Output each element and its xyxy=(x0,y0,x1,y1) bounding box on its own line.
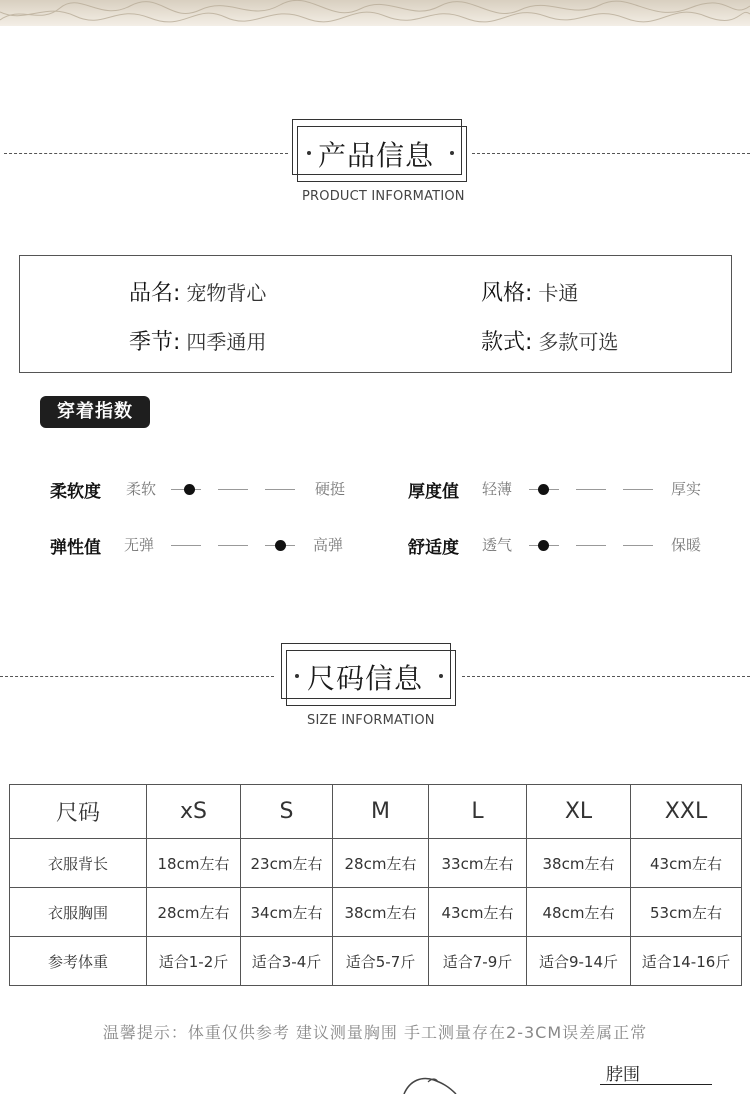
wear-index-badge: 穿着指数 xyxy=(40,396,150,428)
table-cell: 53cm左右 xyxy=(631,888,742,937)
scale-segment xyxy=(171,545,201,546)
index-label: 柔软度 xyxy=(50,482,101,502)
table-cell: 18cm左右 xyxy=(147,839,241,888)
index-high-label: 硬挺 xyxy=(315,480,346,498)
table-cell: 48cm左右 xyxy=(527,888,631,937)
scale-segment xyxy=(576,489,606,490)
info-style-value: 卡通 xyxy=(538,281,579,305)
index-low-label: 柔软 xyxy=(126,480,157,498)
info-style xyxy=(481,276,578,307)
neck-measure-line xyxy=(600,1084,712,1085)
table-cell: 适合1-2斤 xyxy=(147,937,241,986)
info-type-key: 款式: xyxy=(481,330,533,355)
table-cell: 34cm左右 xyxy=(241,888,333,937)
wear-index-thickness xyxy=(408,477,718,501)
table-row xyxy=(10,888,742,937)
scale-segment xyxy=(218,489,248,490)
divider-right xyxy=(462,676,750,677)
header-cell: 尺码 xyxy=(10,785,147,839)
info-name-key: 品名: xyxy=(129,281,181,306)
table-cell: 适合5-7斤 xyxy=(333,937,429,986)
header-cell: XL xyxy=(527,785,631,839)
index-label: 舒适度 xyxy=(408,538,459,558)
table-row xyxy=(10,839,742,888)
header-cell: M xyxy=(333,785,429,839)
row-header-cell: 参考体重 xyxy=(10,937,147,986)
header-cell: L xyxy=(429,785,527,839)
scale-marker xyxy=(538,540,549,551)
info-season-key: 季节: xyxy=(129,330,181,355)
divider-left xyxy=(0,676,274,677)
index-label: 厚度值 xyxy=(408,482,459,502)
dog-outline-icon xyxy=(400,1074,460,1094)
bullet-dot xyxy=(450,151,454,155)
fur-banner-image xyxy=(0,0,750,26)
table-cell: 38cm左右 xyxy=(333,888,429,937)
tip-text: 温馨提示：体重仅供参考 建议测量胸围 手工测量存在2-3CM误差属正常 xyxy=(102,1023,648,1042)
size-table xyxy=(9,784,742,986)
product-info-box xyxy=(19,255,732,373)
bullet-dot xyxy=(295,674,299,678)
table-cell: 适合9-14斤 xyxy=(527,937,631,986)
header-cell: xS xyxy=(147,785,241,839)
scale-segment xyxy=(623,545,653,546)
index-high-label: 厚实 xyxy=(671,480,702,498)
scale-segment xyxy=(576,545,606,546)
table-cell: 43cm左右 xyxy=(429,888,527,937)
index-label: 弹性值 xyxy=(50,538,101,558)
header-cell: S xyxy=(241,785,333,839)
info-season xyxy=(129,325,266,356)
section-subtitle: PRODUCT INFORMATION xyxy=(302,189,465,204)
info-name-value: 宠物背心 xyxy=(186,281,267,305)
section-title: 产品信息 xyxy=(318,139,435,172)
info-name xyxy=(129,276,266,307)
neck-girth-label: 脖围 xyxy=(606,1065,640,1085)
table-cell: 28cm左右 xyxy=(147,888,241,937)
divider-right xyxy=(472,153,750,154)
divider-left xyxy=(4,153,288,154)
table-cell: 23cm左右 xyxy=(241,839,333,888)
scale-segment xyxy=(218,545,248,546)
wear-index-comfort xyxy=(408,533,718,557)
table-cell: 适合7-9斤 xyxy=(429,937,527,986)
table-cell: 38cm左右 xyxy=(527,839,631,888)
table-cell: 适合3-4斤 xyxy=(241,937,333,986)
table-cell: 43cm左右 xyxy=(631,839,742,888)
info-style-key: 风格: xyxy=(481,281,533,306)
wear-index-elasticity xyxy=(50,533,360,557)
index-low-label: 无弹 xyxy=(124,536,155,554)
section-subtitle: SIZE INFORMATION xyxy=(307,713,435,728)
table-header-row xyxy=(10,785,742,839)
info-type xyxy=(481,325,618,356)
info-season-value: 四季通用 xyxy=(186,330,267,354)
table-row xyxy=(10,937,742,986)
bullet-dot xyxy=(307,151,311,155)
row-header-cell: 衣服胸围 xyxy=(10,888,147,937)
info-type-value: 多款可选 xyxy=(538,330,619,354)
scale-marker xyxy=(538,484,549,495)
table-cell: 28cm左右 xyxy=(333,839,429,888)
header-cell: XXL xyxy=(631,785,742,839)
bullet-dot xyxy=(439,674,443,678)
table-cell: 33cm左右 xyxy=(429,839,527,888)
section-title: 尺码信息 xyxy=(307,662,424,695)
row-header-cell: 衣服背长 xyxy=(10,839,147,888)
table-cell: 适合14-16斤 xyxy=(631,937,742,986)
scale-marker xyxy=(184,484,195,495)
scale-marker xyxy=(275,540,286,551)
index-low-label: 透气 xyxy=(482,536,513,554)
scale-segment xyxy=(265,489,295,490)
wear-index-softness xyxy=(50,477,360,501)
index-high-label: 保暖 xyxy=(671,536,702,554)
scale-segment xyxy=(623,489,653,490)
index-high-label: 高弹 xyxy=(313,536,344,554)
index-low-label: 轻薄 xyxy=(482,480,513,498)
